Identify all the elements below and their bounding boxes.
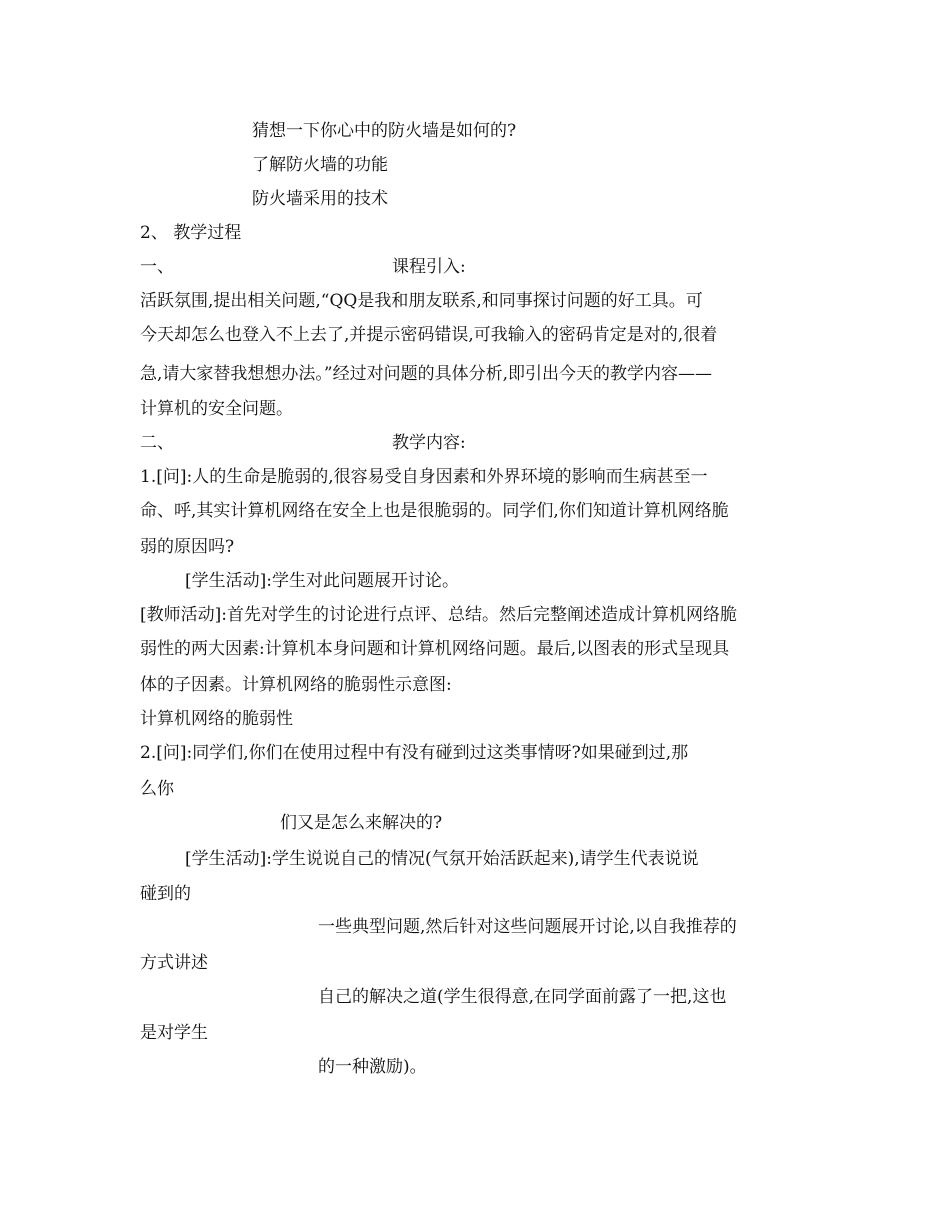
- text-line: 自己的解决之道(学生很得意,在同学面前露了一把,这也: [318, 987, 727, 1007]
- text-line: 一些典型问题,然后针对这些问题展开讨论,以自我推荐的: [318, 917, 737, 937]
- text-line: 弱的原因吗?: [140, 537, 235, 557]
- text-line: 们又是怎么来解决的?: [280, 813, 443, 833]
- text-line: 么你: [140, 779, 174, 799]
- section-number: 二、: [140, 433, 174, 453]
- section-heading: 2、 教学过程: [140, 223, 242, 243]
- text-line: 猜想一下你心中的防火墙是如何的?: [252, 121, 517, 141]
- section-title: 教学内容:: [392, 433, 466, 453]
- text-line: 命、呼,其实计算机网络在安全上也是很脆弱的。同学们,你们知道计算机网络脆: [140, 501, 729, 521]
- text-line: 活跃氛围,提出相关问题,“QQ是我和朋友联系,和同事探讨问题的好工具。可: [140, 291, 703, 311]
- text-line: [学生活动]:学生对此问题展开讨论。: [185, 571, 459, 591]
- text-line: 的一种激励)。: [318, 1057, 427, 1077]
- section-number: 一、: [140, 257, 174, 277]
- text-line: 弱性的两大因素:计算机本身问题和计算机网络问题。最后,以图表的形式呈现具: [140, 639, 730, 659]
- text-line: 1.[问]:人的生命是脆弱的,很容易受自身因素和外界环境的影响而生病甚至一: [140, 467, 708, 487]
- figure-caption: 计算机网络的脆弱性: [140, 709, 293, 729]
- text-line: 是对学生: [140, 1023, 208, 1043]
- text-line: [教师活动]:首先对学生的讨论进行点评、总结。然后完整阐述造成计算机网络脆: [140, 605, 737, 625]
- text-line: 2.[问]:同学们,你们在使用过程中有没有碰到过这类事情呀?如果碰到过,那: [140, 743, 689, 763]
- text-line: [学生活动]:学生说说自己的情况(气氛开始活跃起来),请学生代表说说: [185, 849, 699, 869]
- text-line: 碰到的: [140, 884, 191, 904]
- text-line: 计算机的安全问题。: [140, 399, 293, 419]
- text-line: 方式讲述: [140, 953, 208, 973]
- text-line: 防火墙采用的技术: [252, 189, 388, 209]
- section-title: 课程引入:: [392, 257, 466, 277]
- text-line: 今天却怎么也登入不上去了,并提示密码错误,可我输入的密码肯定是对的,很着: [140, 325, 718, 345]
- text-line: 了解防火墙的功能: [252, 155, 388, 175]
- text-line: 体的子因素。计算机网络的脆弱性示意图:: [140, 675, 452, 695]
- text-line: 急,请大家替我想想办法。”经过对问题的具体分析,即引出今天的教学内容——: [140, 364, 712, 384]
